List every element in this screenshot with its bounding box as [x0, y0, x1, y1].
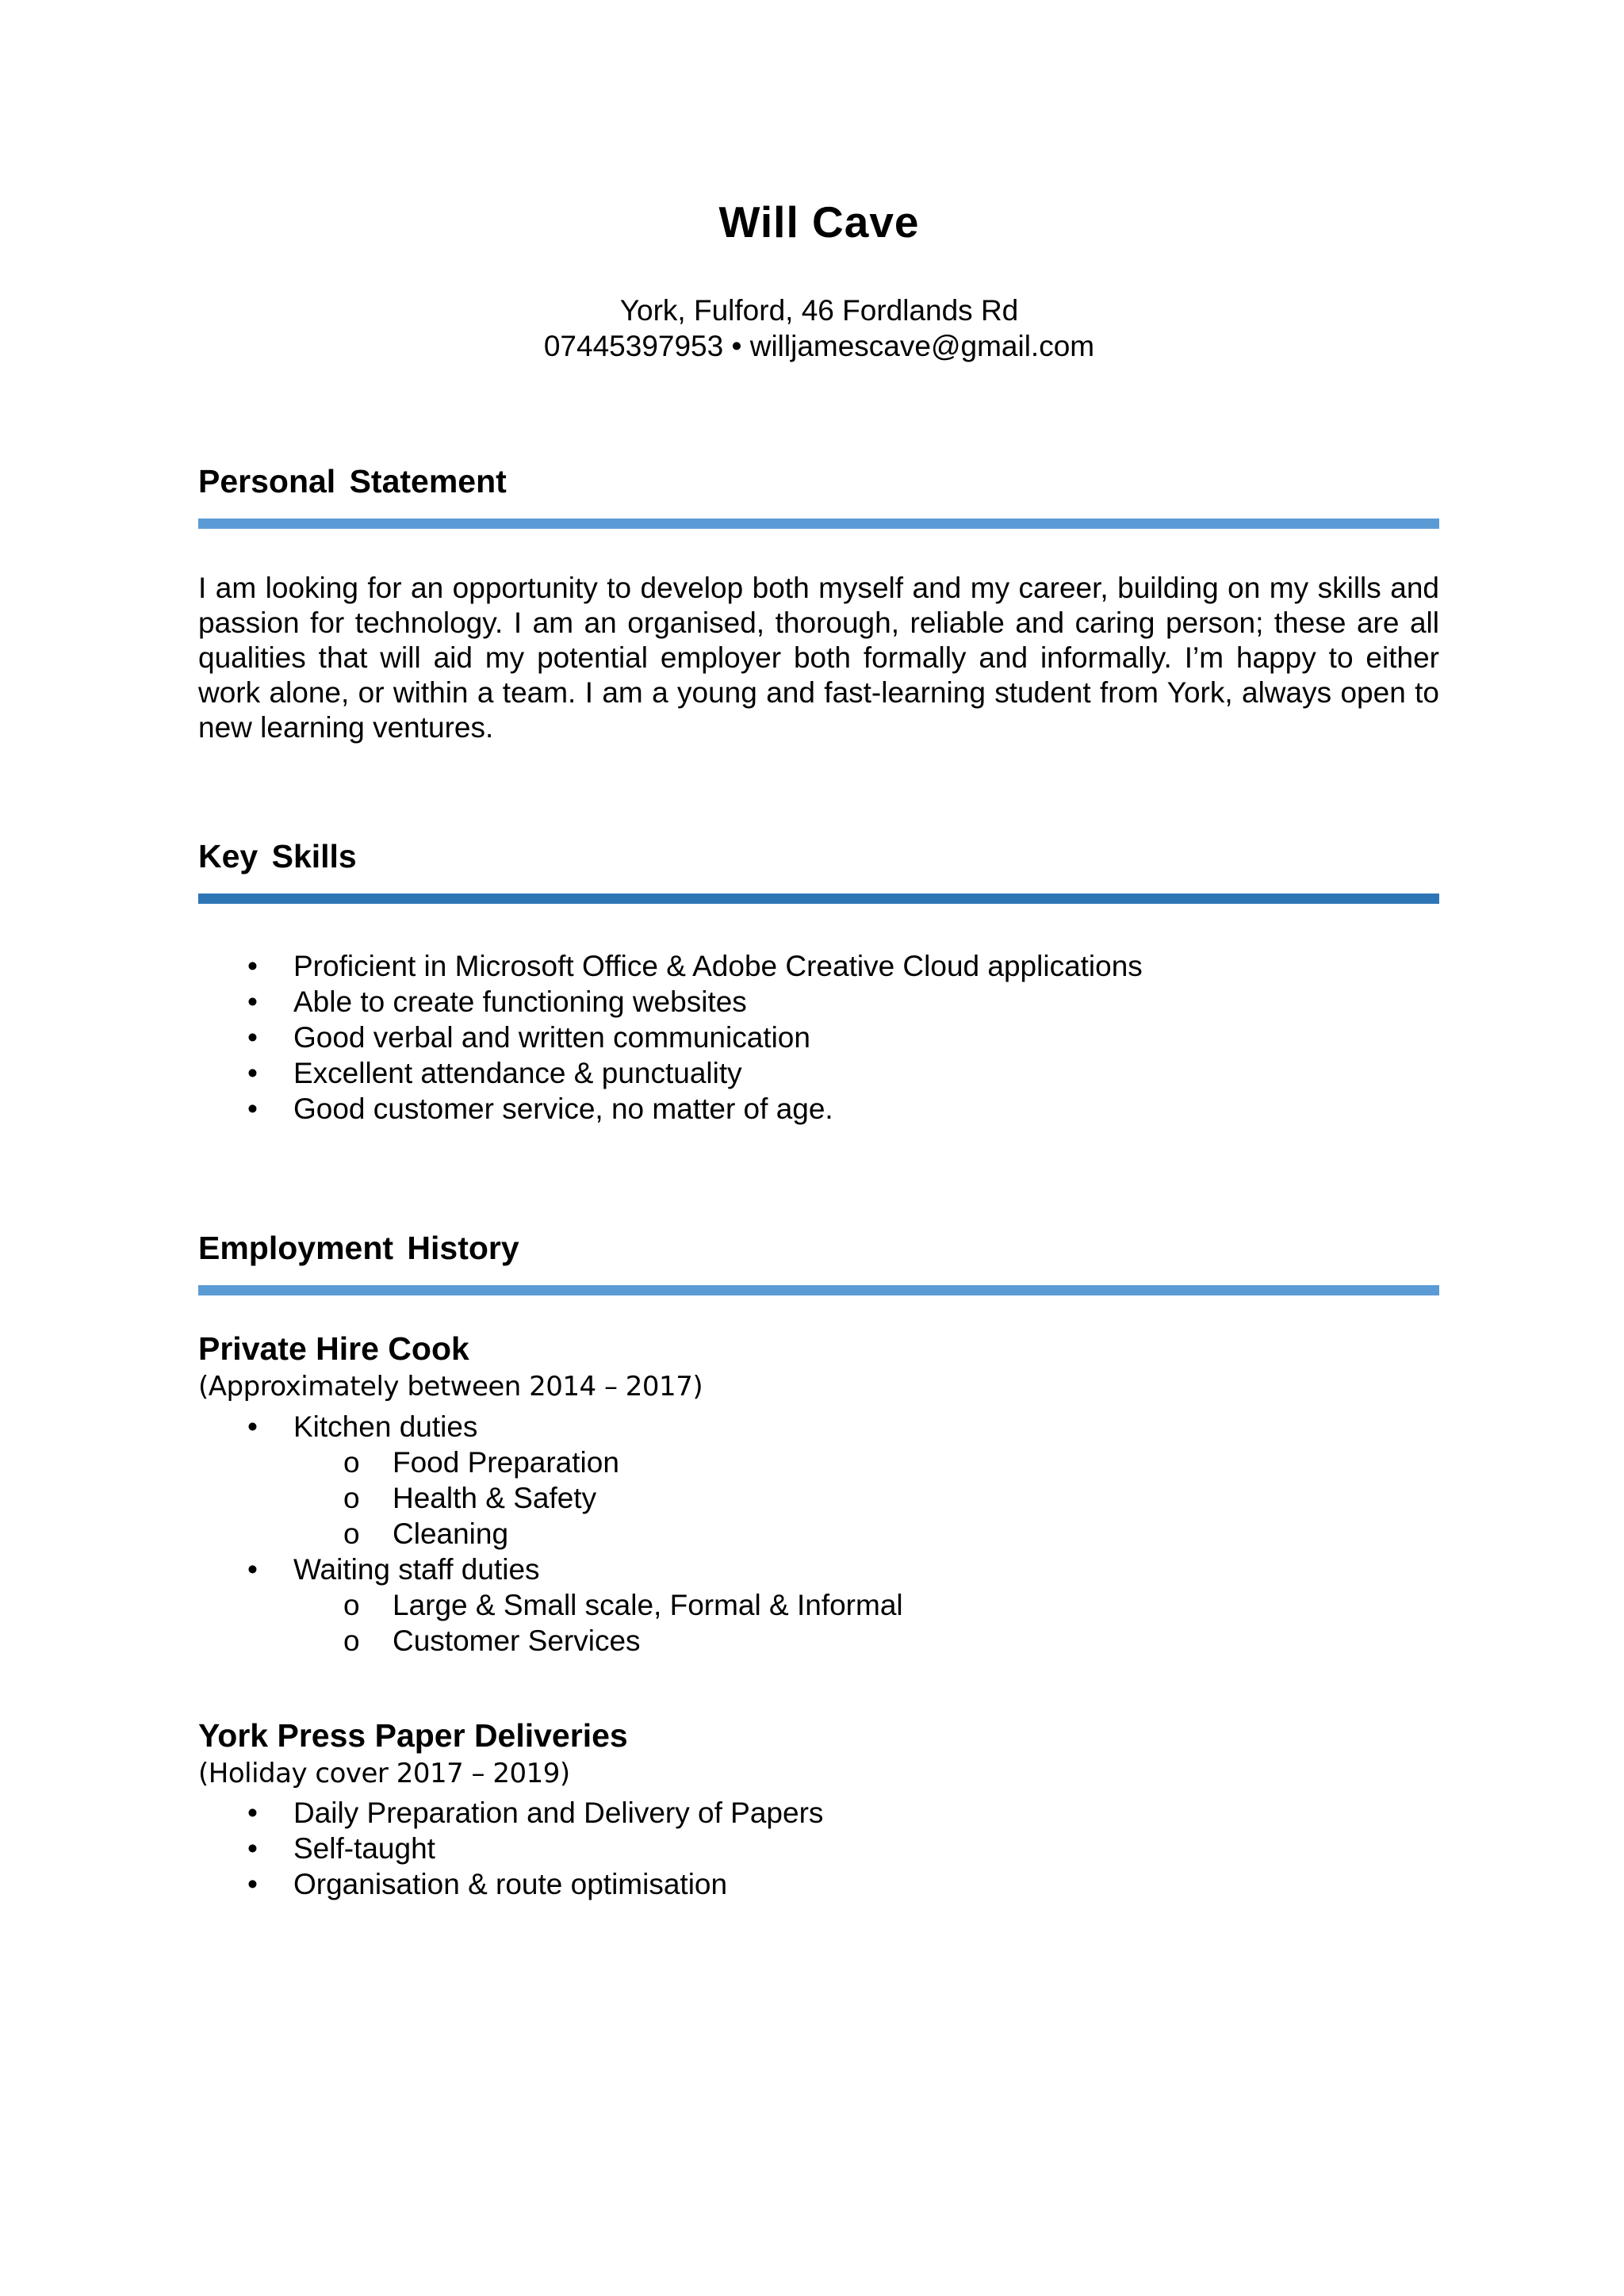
section-divider: [198, 1285, 1439, 1295]
sub-list-item: o Food Preparation: [293, 1445, 903, 1480]
candidate-name: Will Cave: [718, 197, 920, 247]
section-divider: [198, 894, 1439, 904]
list-item: • Good customer service, no matter of age.: [198, 1091, 1143, 1127]
job-duties-list: [198, 1795, 823, 1902]
contact-block: [0, 293, 1624, 364]
list-item: • Able to create functioning websites: [198, 984, 1143, 1020]
sub-list-item: o Cleaning: [293, 1516, 903, 1552]
list-item: • Good verbal and written communication: [198, 1020, 1143, 1055]
list-item: • Organisation & route optimisation: [198, 1866, 823, 1902]
job-dates: (Approximately between 2014 – 2017): [198, 1371, 703, 1402]
list-item: [198, 1552, 903, 1659]
list-item: • Daily Preparation and Delivery of Papers: [198, 1795, 823, 1831]
sub-list-item: o Customer Services: [293, 1623, 903, 1659]
section-divider: [198, 519, 1439, 529]
sub-list: [293, 1587, 903, 1659]
duty-label: Kitchen duties: [293, 1410, 478, 1443]
list-item: • Self-taught: [198, 1831, 823, 1866]
section-title-key-skills: Key Skills: [198, 838, 357, 874]
section-title-personal-statement: Personal Statement: [198, 463, 507, 499]
sub-list-item: o Health & Safety: [293, 1480, 903, 1516]
section-title-employment-history: Employment History: [198, 1230, 519, 1266]
list-item: [198, 1409, 903, 1552]
sub-list-item: o Large & Small scale, Formal & Informal: [293, 1587, 903, 1623]
job-title: York Press Paper Deliveries: [198, 1717, 628, 1754]
list-item: • Excellent attendance & punctuality: [198, 1055, 1143, 1091]
personal-statement-text: I am looking for an opportunity to develop both myself and my career, building on my skills and passion for technology. I am an organised, thorough, reliable and caring person; these are all qualities that will aid my potential employer both formally and informally. I’m happy to either work alone, or within a team. I am a young and fast-learning student from York, always open to new learning ventures.: [198, 572, 1439, 744]
job-duties-list: [198, 1409, 903, 1659]
key-skills-list: [198, 948, 1143, 1127]
job-title: Private Hire Cook: [198, 1330, 469, 1367]
phone-email: 07445397953 • willjamescave@gmail.com: [543, 330, 1095, 362]
sub-list: [293, 1445, 903, 1552]
duty-label: Waiting staff duties: [293, 1553, 540, 1586]
address: York, Fulford, 46 Fordlands Rd: [619, 294, 1019, 327]
job-dates: (Holiday cover 2017 – 2019): [198, 1758, 570, 1789]
list-item: • Proficient in Microsoft Office & Adobe Creative Cloud applications: [198, 948, 1143, 984]
